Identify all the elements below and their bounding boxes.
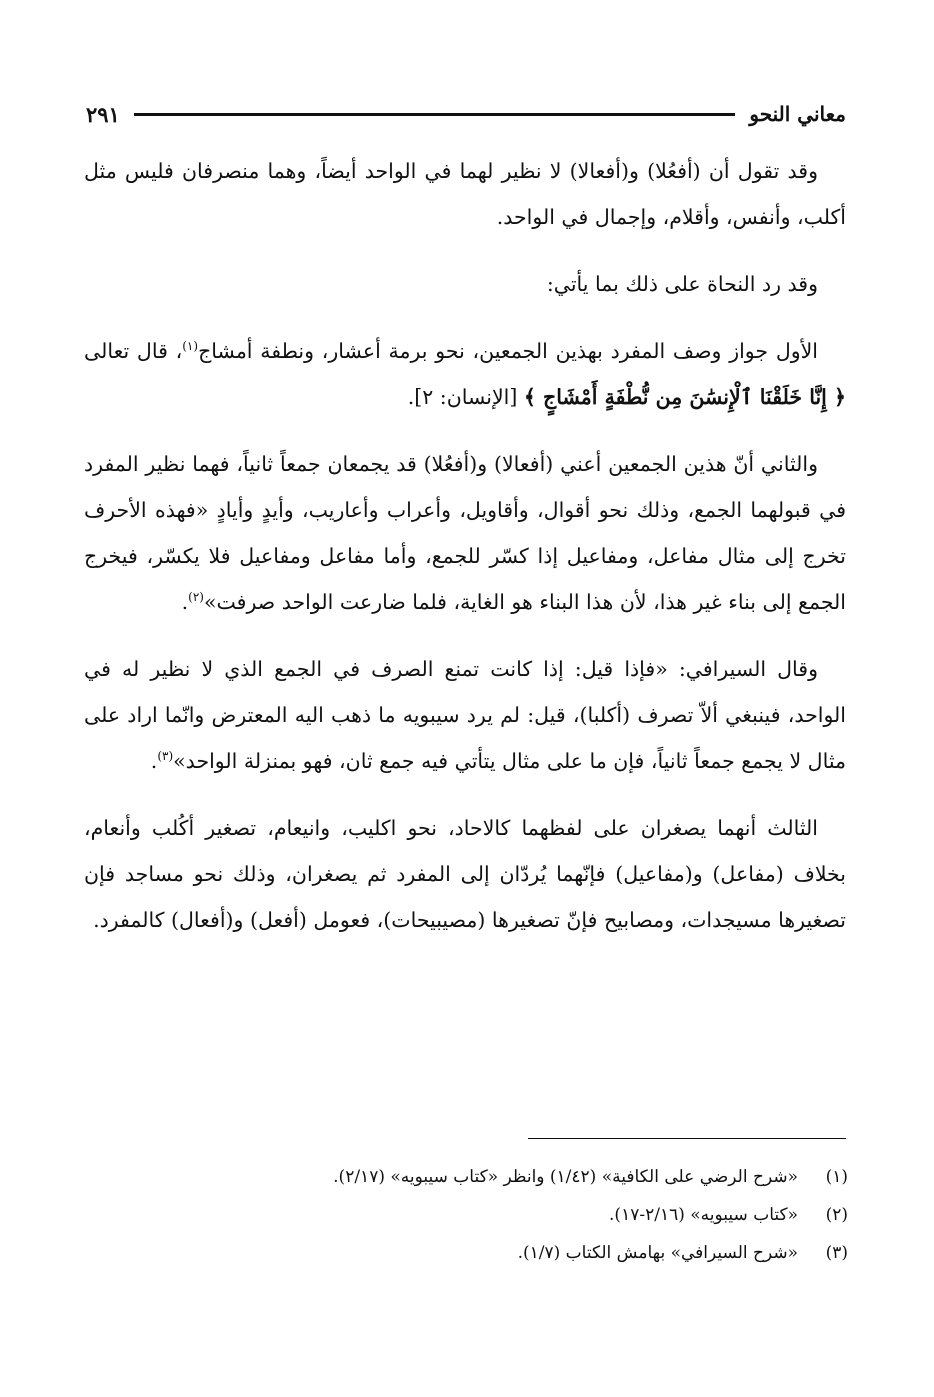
paragraph-end: . (150, 749, 158, 773)
footnote-ref: (٢) (188, 590, 204, 605)
paragraph-text: وقد رد النحاة على ذلك بما يأتي: (546, 272, 818, 296)
header-rule (134, 113, 736, 116)
paragraph-text: ، قال تعالى (84, 339, 183, 363)
paragraph-6 (84, 805, 846, 943)
footnote-number: (٢) (825, 1205, 848, 1225)
footnote-text: «شرح الرضي على الكافية» (١/٤٢) وانظر «كتاب سيبويه» (٢/١٧). (333, 1167, 798, 1187)
footnote-text: «كتاب سيبويه» (٢/١٦-١٧). (609, 1205, 798, 1225)
footnote-text: «شرح السيرافي» بهامش الكتاب (١/٧). (517, 1243, 798, 1263)
main-text (84, 148, 846, 964)
footnote-ref: (١) (182, 339, 199, 354)
verse-citation: [الإنسان: ٢]. (407, 385, 524, 409)
paragraph-text: والثاني أنّ هذين الجمعين أعني (أفعالا) و(أفعُلا) قد يجمعان جمعاً ثانياً، فهما نظير المفرد في قبولهما الجمع، وذلك نحو أقوال، وأقاويل، وأعراب وأعاريب، وأيدٍ وأيادٍ «فهذه الأحرف تخرج إلى مثال مفاعل، ومفاعيل إذا كسّر للجمع، وأما مفاعل ومفاعيل فلا يكسّر، فيخرج الجمع إلى بناء غير هذا، لأن هذا البناء هو الغاية، فلما ضارعت الواحد صرفت» (84, 452, 846, 614)
footnote-number: (١) (825, 1167, 848, 1187)
paragraph-text: الأول جواز وصف المفرد بهذين الجمعين، نحو برمة أعشار، ونطفة أمشاج (198, 339, 818, 363)
paragraph-3 (84, 328, 846, 420)
footnote-ref: (٣) (157, 749, 174, 764)
paragraph-text: الثالث أنهما يصغران على لفظهما كالاحاد، نحو اكليب، وانيعام، تصغير أكُلب وأنعام، بخلاف (مفاعل) و(مفاعيل) فإنّهما يُردّان إلى المفرد ثم يصغران، وذلك نحو مساجد فإن تصغيرها مسيجدات، ومصابيح فإنّ تصغيرها (مصيبيحات)، فعومل (أفعل) و(أفعال) كالمفرد. (84, 816, 846, 932)
paragraph-5 (84, 646, 846, 784)
footnote-item (300, 1234, 848, 1272)
page-number: ٢٩١ (86, 101, 120, 127)
footnote-separator (528, 1138, 846, 1139)
running-header (86, 94, 846, 134)
book-title: معاني النحو (749, 102, 846, 126)
footnote-number: (٣) (825, 1243, 848, 1263)
paragraph-1 (84, 148, 846, 240)
footnote-item (300, 1158, 848, 1196)
paragraph-text: وقد تقول أن (أفعُلا) و(أفعالا) لا نظير لهما في الواحد أيضاً، وهما منصرفان فليس مثل أكلب، وأنفس، وأقلام، وإجمال في الواحد. (84, 159, 846, 229)
quran-verse: ﴿ إِنَّا خَلَقْنَا ٱلْإِنسَٰنَ مِن نُّطْفَةٍ أَمْشَاجٍ ﴾ (523, 385, 846, 409)
paragraph-text: وقال السيرافي: «فإذا قيل: إذا كانت تمنع الصرف في الجمع الذي لا نظير له في الواحد، فينبغي ألاّ تصرف (أكلبا)، قيل: لم يرد سيبويه ما ذهب اليه المعترض وانّما اراد على مثال لا يجمع جمعاً ثانياً، فإن ما على مثال يتأتي فيه جمع ثان، فهو بمنزلة الواحد» (84, 657, 846, 773)
footnotes (300, 1158, 848, 1272)
paragraph-2 (84, 261, 846, 307)
footnote-item (300, 1196, 848, 1234)
paragraph-4 (84, 441, 846, 625)
paragraph-end: . (181, 590, 189, 614)
